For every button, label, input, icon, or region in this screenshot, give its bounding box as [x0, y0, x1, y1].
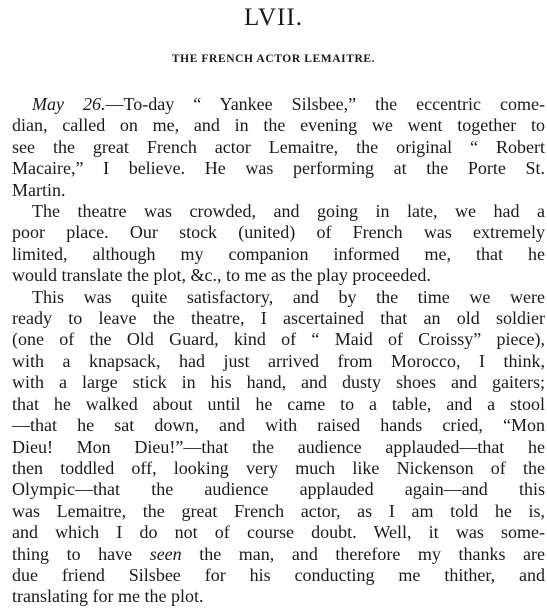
paragraph-3: [12, 287, 545, 608]
text-line: see the great French actor Lemaitre, the original “ Robert: [12, 136, 545, 157]
text-line: Olympic—that the audience applauded again—and this: [12, 479, 545, 500]
text-line: then toddled off, looking very much like Nickenson of the: [12, 457, 545, 478]
line-text: the man, and therefore my thanks are: [181, 543, 546, 564]
paragraph-2: [12, 201, 545, 287]
text-line: Macaire,” I believe. He was performing at the Porte St.: [12, 158, 545, 179]
text-line: with a knapsack, had just arrived from Morocco, I think,: [12, 350, 545, 371]
text-line: The theatre was crowded, and going in late, we had a: [32, 201, 545, 222]
chapter-number: LVII.: [244, 4, 303, 31]
paragraph-1: [12, 94, 545, 201]
text-line: [12, 94, 545, 115]
text-line: dian, called on me, and in the evening we went together to: [12, 115, 545, 136]
text-line: This was quite satisfactory, and by the time we were: [32, 286, 545, 307]
text-line: and which I do not of course doubt. Well, it was some-: [12, 522, 545, 543]
emphasis-word: seen: [149, 543, 182, 564]
body-text: [12, 94, 545, 608]
text-line: Martin.: [12, 179, 66, 200]
text-line: (one of the Old Guard, kind of “ Maid of Croissy” piece),: [12, 329, 545, 350]
line-text: —To-day “ Yankee Silsbee,” the eccentric come-: [105, 94, 546, 114]
line-text: thing to have: [12, 543, 150, 564]
text-line: was Lemaitre, the great French actor, as I am told he is,: [12, 500, 545, 521]
text-line: Dieu! Mon Dieu!”—that the audience applauded—that he: [12, 436, 545, 457]
text-line: —that he sat down, and with raised hands cried, “Mon: [12, 415, 545, 436]
text-line: translating for me the plot.: [12, 586, 204, 607]
text-line: poor place. Our stock (united) of French was extremely: [12, 222, 545, 243]
text-line: ready to leave the theatre, I ascertained that an old soldier: [12, 308, 545, 329]
date-label: May 26.: [32, 94, 106, 114]
text-line: with a large stick in his hand, and dusty shoes and gaiters;: [12, 372, 545, 393]
text-line: [12, 544, 545, 565]
text-line: would translate the plot, &c., to me as the play proceeded.: [12, 265, 431, 286]
text-line: due friend Silsbee for his conducting me thither, and: [12, 564, 545, 585]
text-line: that he walked about until he came to a table, and a stool: [12, 393, 545, 414]
text-line: limited, although my companion informed me, that he: [12, 243, 545, 264]
chapter-title: THE FRENCH ACTOR LEMAITRE.: [171, 53, 376, 65]
